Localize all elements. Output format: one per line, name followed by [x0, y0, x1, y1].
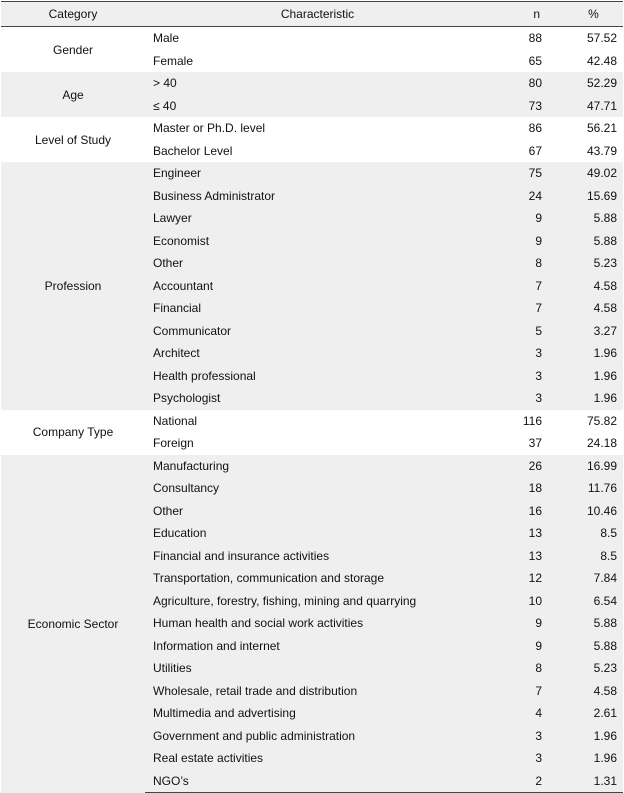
characteristic-cell: Information and internet — [145, 635, 490, 658]
percent-cell: 4.58 — [544, 275, 623, 298]
characteristic-cell: Utilities — [145, 657, 490, 680]
characteristic-cell: Government and public administration — [145, 725, 490, 748]
table-row — [1, 117, 623, 140]
characteristic-cell: Manufacturing — [145, 455, 490, 478]
characteristic-cell: Business Administrator — [145, 185, 490, 208]
category-cell: Company Type — [1, 410, 145, 455]
percent-cell: 24.18 — [544, 432, 623, 455]
characteristic-cell: Wholesale, retail trade and distribution — [145, 680, 490, 703]
header-row — [1, 2, 623, 27]
percent-cell: 5.88 — [544, 230, 623, 253]
percent-cell: 43.79 — [544, 140, 623, 163]
n-cell: 3 — [490, 387, 544, 410]
table-row — [1, 27, 623, 50]
percent-cell: 5.23 — [544, 657, 623, 680]
characteristic-cell: Bachelor Level — [145, 140, 490, 163]
n-cell: 7 — [490, 275, 544, 298]
n-cell: 88 — [490, 27, 544, 50]
table-row — [1, 162, 623, 185]
characteristic-cell: Agriculture, forestry, fishing, mining and quarrying — [145, 590, 490, 613]
characteristic-cell: Financial — [145, 297, 490, 320]
header-characteristic: Characteristic — [145, 2, 490, 27]
characteristic-cell: Foreign — [145, 432, 490, 455]
n-cell: 9 — [490, 230, 544, 253]
header-percent: % — [544, 2, 623, 27]
characteristic-cell: Consultancy — [145, 477, 490, 500]
percent-cell: 47.71 — [544, 95, 623, 118]
n-cell: 16 — [490, 500, 544, 523]
characteristic-cell: > 40 — [145, 72, 490, 95]
characteristic-cell: Engineer — [145, 162, 490, 185]
category-cell: Age — [1, 72, 145, 117]
characteristic-cell: Architect — [145, 342, 490, 365]
characteristic-cell: Health professional — [145, 365, 490, 388]
category-cell: Profession — [1, 162, 145, 410]
n-cell: 86 — [490, 117, 544, 140]
n-cell: 26 — [490, 455, 544, 478]
table-row — [1, 455, 623, 478]
percent-cell: 6.54 — [544, 590, 623, 613]
characteristic-cell: Lawyer — [145, 207, 490, 230]
n-cell: 5 — [490, 320, 544, 343]
characteristic-cell: National — [145, 410, 490, 433]
characteristic-cell: Female — [145, 50, 490, 73]
percent-cell: 1.31 — [544, 770, 623, 793]
percent-cell: 11.76 — [544, 477, 623, 500]
n-cell: 37 — [490, 432, 544, 455]
n-cell: 9 — [490, 635, 544, 658]
n-cell: 8 — [490, 252, 544, 275]
percent-cell: 10.46 — [544, 500, 623, 523]
table-header — [1, 2, 623, 27]
characteristic-cell: Economist — [145, 230, 490, 253]
characteristic-cell: Human health and social work activities — [145, 612, 490, 635]
n-cell: 9 — [490, 612, 544, 635]
percent-cell: 1.96 — [544, 747, 623, 770]
n-cell: 7 — [490, 297, 544, 320]
n-cell: 65 — [490, 50, 544, 73]
percent-cell: 7.84 — [544, 567, 623, 590]
percent-cell: 1.96 — [544, 342, 623, 365]
characteristic-cell: Multimedia and advertising — [145, 702, 490, 725]
n-cell: 3 — [490, 747, 544, 770]
characteristic-cell: Financial and insurance activities — [145, 545, 490, 568]
n-cell: 13 — [490, 522, 544, 545]
percent-cell: 8.5 — [544, 522, 623, 545]
characteristic-cell: Psychologist — [145, 387, 490, 410]
category-cell: Economic Sector — [1, 455, 145, 793]
n-cell: 116 — [490, 410, 544, 433]
percent-cell: 56.21 — [544, 117, 623, 140]
n-cell: 2 — [490, 770, 544, 793]
n-cell: 18 — [490, 477, 544, 500]
characteristic-cell: Master or Ph.D. level — [145, 117, 490, 140]
table-row — [1, 410, 623, 433]
characteristic-cell: Education — [145, 522, 490, 545]
header-n: n — [490, 2, 544, 27]
n-cell: 3 — [490, 365, 544, 388]
percent-cell: 1.96 — [544, 365, 623, 388]
percent-cell: 5.88 — [544, 207, 623, 230]
percent-cell: 5.23 — [544, 252, 623, 275]
n-cell: 73 — [490, 95, 544, 118]
category-cell: Gender — [1, 27, 145, 73]
percent-cell: 8.5 — [544, 545, 623, 568]
percent-cell: 5.88 — [544, 635, 623, 658]
n-cell: 10 — [490, 590, 544, 613]
n-cell: 67 — [490, 140, 544, 163]
n-cell: 3 — [490, 342, 544, 365]
header-category: Category — [1, 2, 145, 27]
n-cell: 9 — [490, 207, 544, 230]
percent-cell: 15.69 — [544, 185, 623, 208]
table-body — [1, 27, 623, 793]
characteristic-cell: ≤ 40 — [145, 95, 490, 118]
percent-cell: 57.52 — [544, 27, 623, 50]
characteristic-cell: Accountant — [145, 275, 490, 298]
percent-cell: 4.58 — [544, 680, 623, 703]
percent-cell: 49.02 — [544, 162, 623, 185]
n-cell: 8 — [490, 657, 544, 680]
n-cell: 12 — [490, 567, 544, 590]
n-cell: 13 — [490, 545, 544, 568]
percent-cell: 4.58 — [544, 297, 623, 320]
n-cell: 4 — [490, 702, 544, 725]
characteristic-cell: Male — [145, 27, 490, 50]
percent-cell: 5.88 — [544, 612, 623, 635]
category-cell: Level of Study — [1, 117, 145, 162]
characteristic-cell: Other — [145, 252, 490, 275]
characteristic-cell: Real estate activities — [145, 747, 490, 770]
percent-cell: 1.96 — [544, 725, 623, 748]
n-cell: 3 — [490, 725, 544, 748]
n-cell: 24 — [490, 185, 544, 208]
percent-cell: 16.99 — [544, 455, 623, 478]
percent-cell: 52.29 — [544, 72, 623, 95]
characteristic-cell: Other — [145, 500, 490, 523]
table-row — [1, 72, 623, 95]
characteristic-cell: Communicator — [145, 320, 490, 343]
demographics-table — [1, 1, 623, 793]
n-cell: 75 — [490, 162, 544, 185]
percent-cell: 2.61 — [544, 702, 623, 725]
n-cell: 7 — [490, 680, 544, 703]
percent-cell: 75.82 — [544, 410, 623, 433]
characteristic-cell: NGO’s — [145, 770, 490, 793]
percent-cell: 1.96 — [544, 387, 623, 410]
n-cell: 80 — [490, 72, 544, 95]
characteristic-cell: Transportation, communication and storage — [145, 567, 490, 590]
percent-cell: 3.27 — [544, 320, 623, 343]
percent-cell: 42.48 — [544, 50, 623, 73]
